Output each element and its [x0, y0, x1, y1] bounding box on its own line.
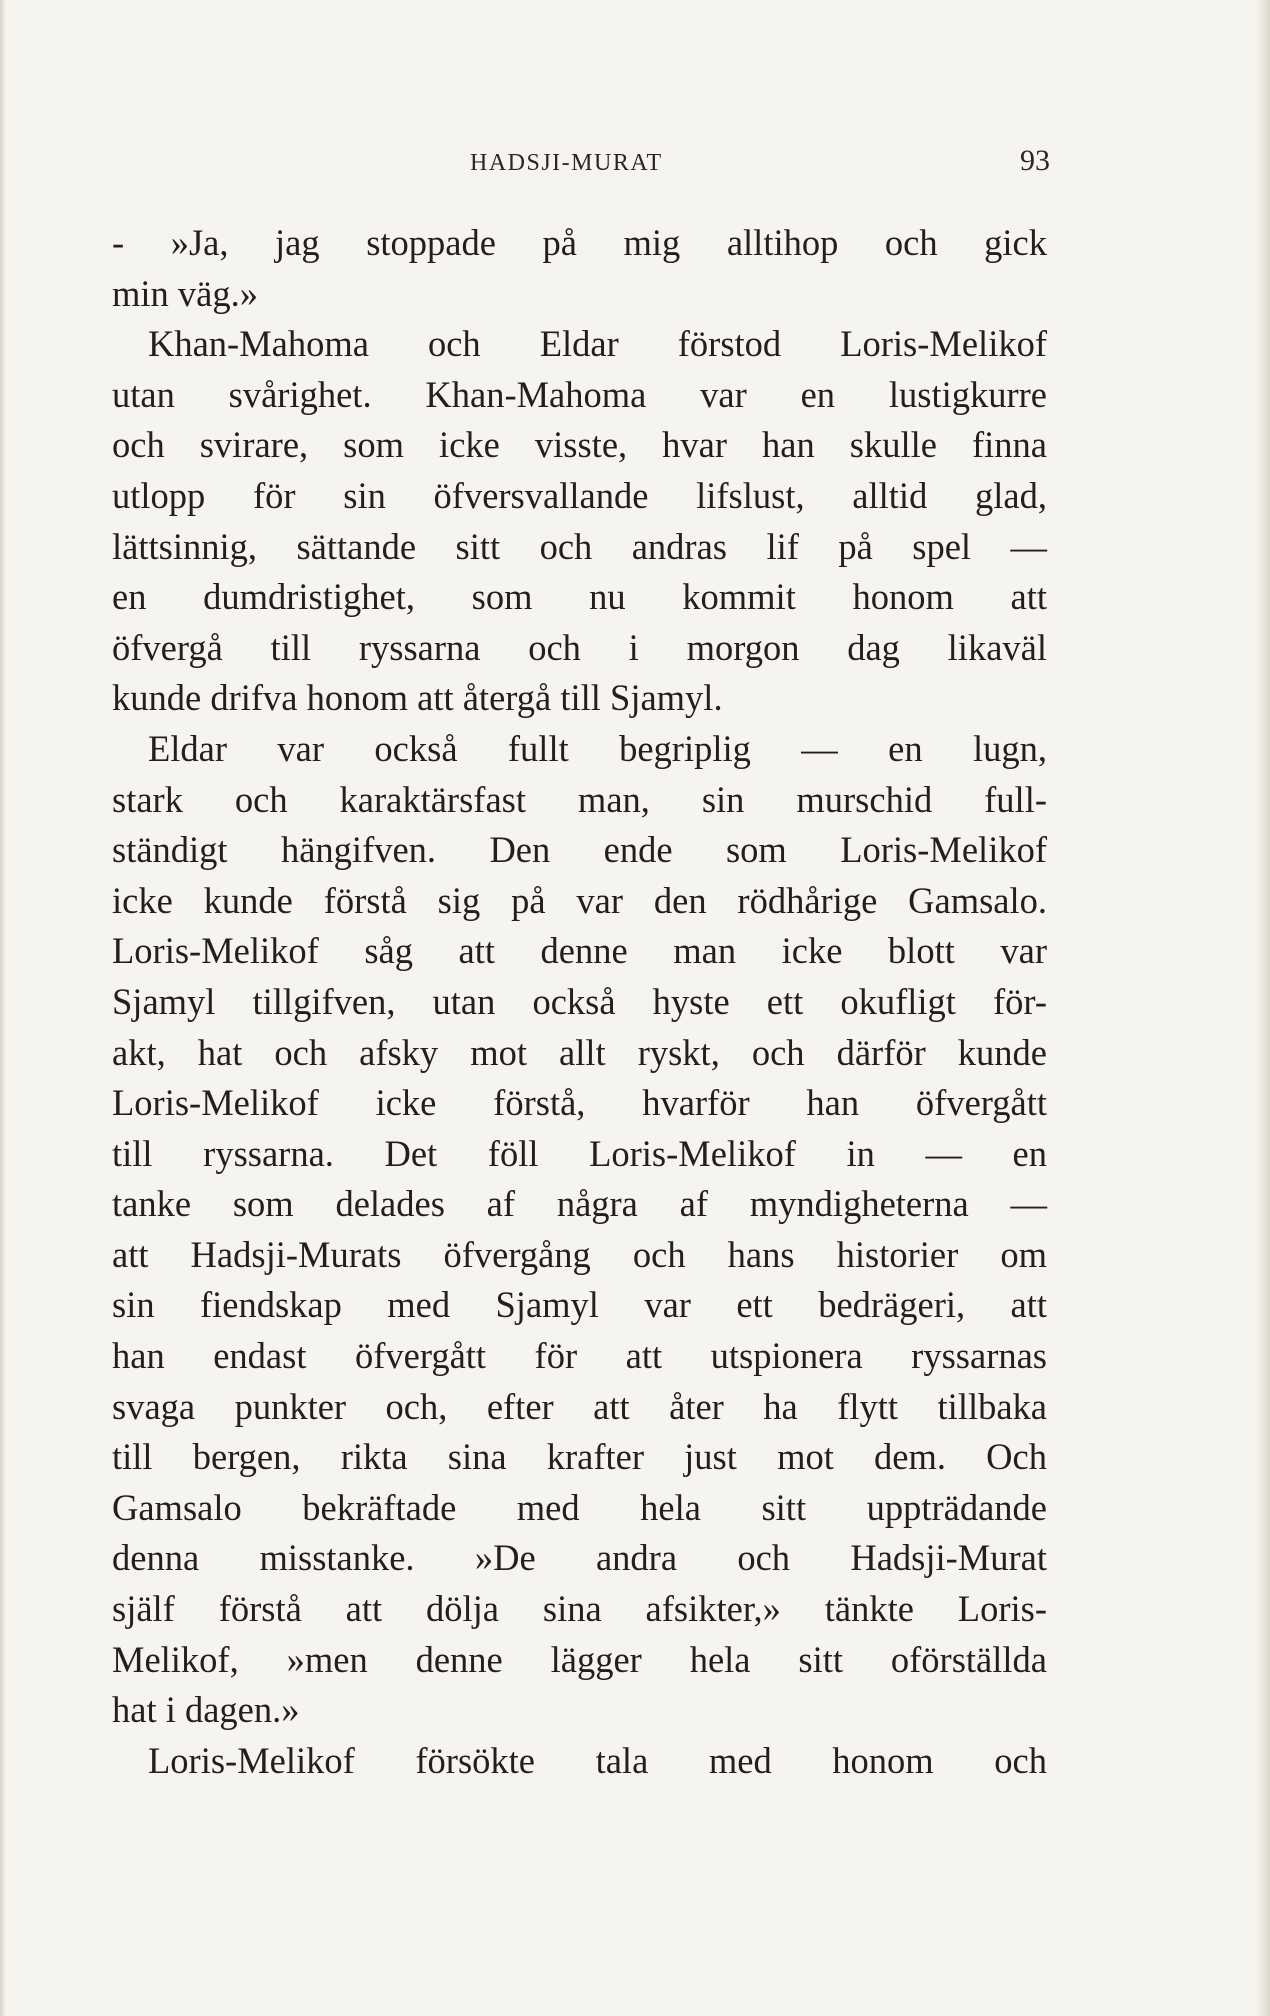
- text-line: sin fiendskap med Sjamyl var ett bedrägeri, att: [112, 1284, 1047, 1326]
- text-line: utlopp för sin öfversvallande lifslust, alltid glad,: [112, 474, 1047, 516]
- text-body: [112, 218, 1047, 1786]
- text-line: till ryssarna. Det föll Loris-Melikof in — en: [112, 1132, 1047, 1174]
- text-line: lättsinnig, sättande sitt och andras lif på spel —: [112, 525, 1047, 567]
- text-line: - »Ja, jag stoppade på mig alltihop och gick: [112, 222, 1047, 263]
- page-number: 93: [1020, 144, 1050, 177]
- text-line: en dumdristighet, som nu kommit honom att: [112, 576, 1047, 618]
- text-line: till bergen, rikta sina krafter just mot dem. Och: [112, 1436, 1047, 1478]
- text-line: ständigt hängifven. Den ende som Loris-Melikof: [112, 829, 1047, 871]
- text-line: och svirare, som icke visste, hvar han skulle finna: [112, 424, 1047, 466]
- text-line: svaga punkter och, efter att åter ha flytt tillbaka: [112, 1385, 1047, 1427]
- text-line: själf förstå att dölja sina afsikter,» tänkte Loris-: [112, 1588, 1047, 1630]
- text-line: akt, hat och afsky mot allt ryskt, och därför kunde: [112, 1031, 1047, 1073]
- text-line: att Hadsji-Murats öfvergång och hans historier om: [112, 1233, 1047, 1275]
- text-line: hat i dagen.»: [112, 1689, 300, 1731]
- text-line: Melikof, »men denne lägger hela sitt oförställda: [112, 1638, 1047, 1680]
- text-line: denna misstanke. »De andra och Hadsji-Murat: [112, 1537, 1047, 1579]
- running-head: HADSJI-MURAT: [470, 150, 663, 176]
- text-line: utan svårighet. Khan-Mahoma var en lustigkurre: [112, 373, 1047, 415]
- text-line: öfvergå till ryssarna och i morgon dag likaväl: [112, 626, 1047, 668]
- text-line: kunde drifva honom att återgå till Sjamyl.: [112, 677, 723, 719]
- text-line: Loris-Melikof icke förstå, hvarför han öfvergått: [112, 1082, 1047, 1124]
- text-line: Gamsalo bekräftade med hela sitt uppträdande: [112, 1486, 1047, 1528]
- text-line: Eldar var också fullt begriplig — en lugn,: [148, 727, 1047, 769]
- text-line: Sjamyl tillgifven, utan också hyste ett okufligt för-: [112, 980, 1047, 1022]
- text-line: Loris-Melikof såg att denne man icke blott var: [112, 930, 1047, 972]
- text-line: stark och karaktärsfast man, sin murschid full-: [112, 778, 1047, 820]
- text-line: icke kunde förstå sig på var den rödhårige Gamsalo.: [112, 879, 1047, 921]
- text-line: Khan-Mahoma och Eldar förstod Loris-Melikof: [148, 323, 1047, 365]
- text-line: tanke som delades af några af myndigheterna —: [112, 1183, 1047, 1225]
- text-line: Loris-Melikof försökte tala med honom och: [148, 1739, 1047, 1781]
- text-line: han endast öfvergått för att utspionera ryssarnas: [112, 1335, 1047, 1377]
- text-line: min väg.»: [112, 272, 258, 314]
